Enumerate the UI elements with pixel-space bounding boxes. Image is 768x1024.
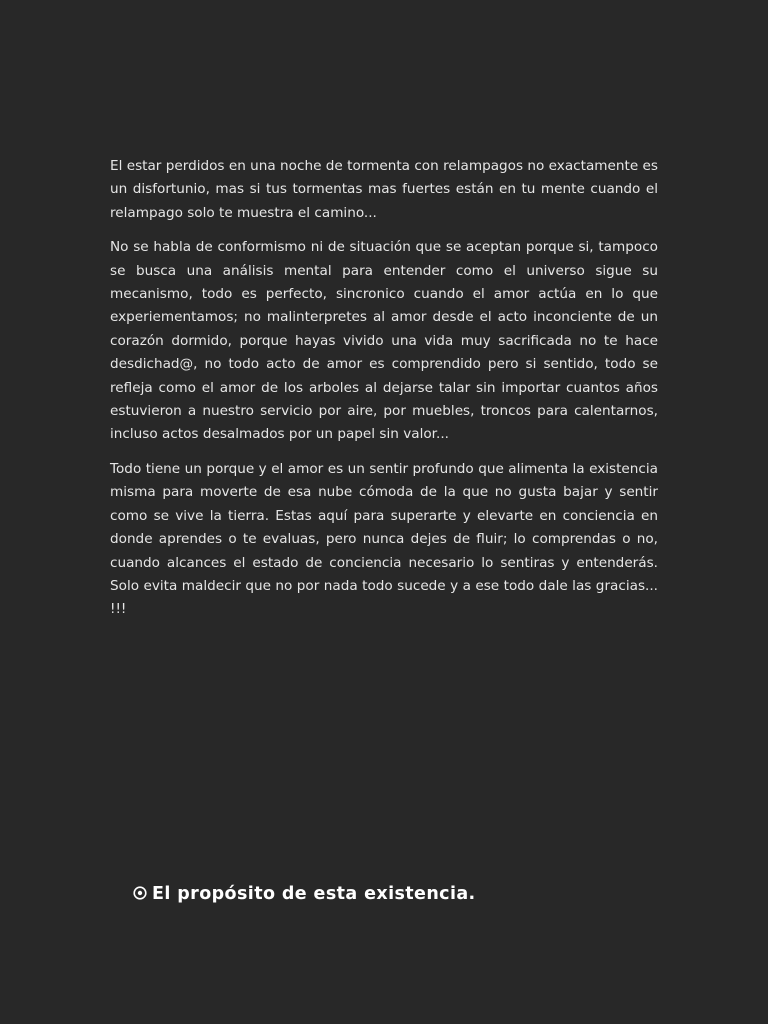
paragraph-3: Todo tiene un porque y el amor es un sentir profundo que alimenta la existencia misma para moverte de esa nube cómoda de la que no gusta bajar y sentir como se vive la tierra. Estas aquí para superarte y elevarte en conciencia en donde aprendes o te evaluas, pero nunca dejes de fluir; lo comprendas o no, cuando alcances el estado de conciencia necesario lo sentiras y entenderás. Solo evita maldecir que no por nada todo sucede y a ese todo dale las gracias... !!! bbox=[110, 460, 658, 618]
section-title bbox=[133, 884, 476, 904]
body-text bbox=[110, 155, 658, 633]
section-title-text: El propósito de esta existencia. bbox=[152, 884, 476, 904]
circled-dot-bullet-icon bbox=[133, 885, 147, 899]
paragraph-1: El estar perdidos en una noche de tormenta con relampagos no exactamente es un disfortunio, mas si tus tormentas mas fuertes están en tu mente cuando el relampago solo te muestra el camino... bbox=[110, 158, 658, 221]
paragraph-2: No se habla de conformismo ni de situación que se aceptan porque si, tampoco se busca una análisis mental para entender como el universo sigue su mecanismo, todo es perfecto, sincronico cuando el amor actúa en lo que experiementamos; no malinterpretes al amor desde el acto inconciente de un corazón dormido, porque hayas vivido una vida muy sacrificada no te hace desdichad@, no todo acto de amor es comprendido pero si sentido, todo se refleja como el amor de los arboles al dejarse talar sin importar cuantos años estuvieron a nuestro servicio por aire, por muebles, troncos para calentarnos, incluso actos desalmados por un papel sin valor... bbox=[110, 239, 658, 443]
